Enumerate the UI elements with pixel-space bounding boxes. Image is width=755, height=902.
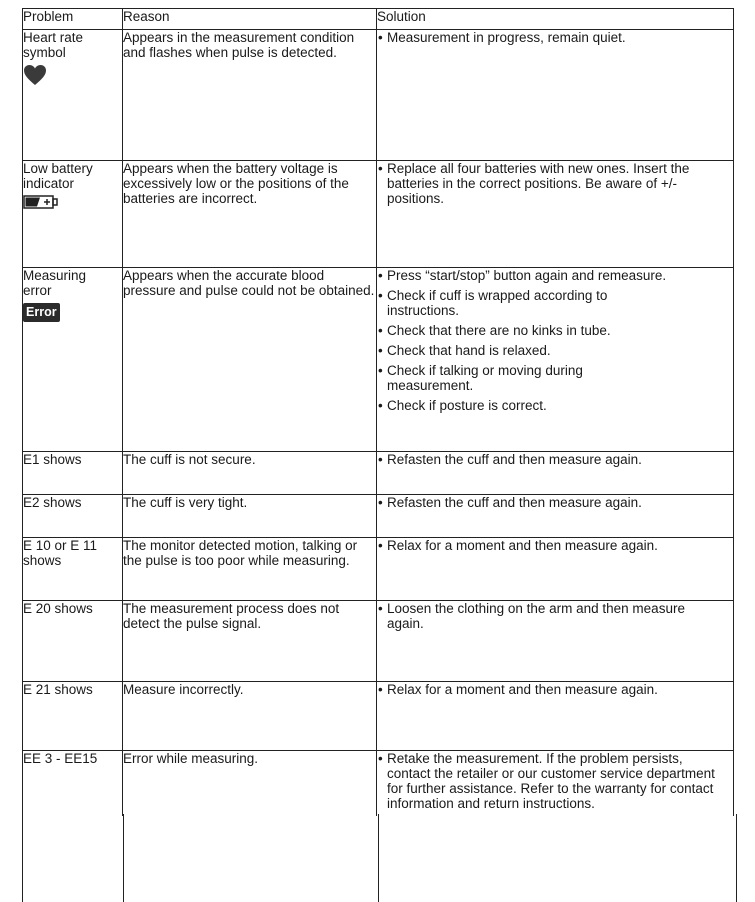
table-row	[23, 538, 734, 601]
reason-cell: Error while measuring.	[123, 751, 377, 817]
solution-item: • Measurement in progress, remain quiet.	[377, 30, 733, 45]
table-row	[23, 495, 734, 538]
problem-cell: E 10 or E 11 shows	[23, 538, 123, 601]
solution-item: • Check that there are no kinks in tube.	[377, 323, 733, 338]
reason-cell: Appears in the measurement condition and flashes when pulse is detected.	[123, 30, 377, 161]
header-solution: Solution	[377, 9, 734, 30]
problem-cell: E1 shows	[23, 452, 123, 495]
table-row	[23, 682, 734, 751]
solution-cell	[377, 161, 734, 268]
problem-cell: E 20 shows	[23, 601, 123, 682]
solution-cell	[377, 30, 734, 161]
reason-cell: Appears when the battery voltage is excessively low or the positions of the batteries are incorrect.	[123, 161, 377, 268]
solution-item: • Check if posture is correct.	[377, 398, 733, 413]
solution-cell	[377, 452, 734, 495]
table-row	[23, 30, 734, 161]
reason-cell: The measurement process does not detect the pulse signal.	[123, 601, 377, 682]
problem-cell: E2 shows	[23, 495, 123, 538]
table-border-left	[22, 814, 23, 902]
problem-cell	[23, 30, 123, 161]
problem-text: Low battery indicator	[23, 161, 93, 191]
solution-item: • Retake the measurement. If the problem persists, contact the retailer or our customer service department for further assistance. Refer to the warranty for contact information and return instructions.	[377, 751, 733, 811]
solution-cell	[377, 495, 734, 538]
table-border-right	[736, 814, 737, 902]
reason-cell: The monitor detected motion, talking or the pulse is too poor while measuring.	[123, 538, 377, 601]
solution-item: • Relax for a moment and then measure again.	[377, 538, 733, 553]
header-reason: Reason	[123, 9, 377, 30]
solution-item: • Check that hand is relaxed.	[377, 343, 733, 358]
reason-cell: Measure incorrectly.	[123, 682, 377, 751]
problem-text: Measuring error	[23, 268, 87, 298]
problem-cell: EE 3 - EE15	[23, 751, 123, 817]
problem-text: Heart rate symbol	[23, 30, 84, 60]
error-icon-label: Error	[23, 303, 60, 322]
table-header-row	[23, 9, 734, 30]
table-row	[23, 452, 734, 495]
solution-cell	[377, 268, 734, 452]
error-icon	[23, 298, 122, 322]
table-row	[23, 161, 734, 268]
problem-cell	[23, 268, 123, 452]
problem-cell: E 21 shows	[23, 682, 123, 751]
solution-item: • Refasten the cuff and then measure again.	[377, 452, 733, 467]
solution-item: • Relax for a moment and then measure again.	[377, 682, 733, 697]
solution-cell	[377, 538, 734, 601]
solution-item: • Press “start/stop” button again and remeasure.	[377, 268, 733, 283]
solution-cell	[377, 601, 734, 682]
solution-cell	[377, 682, 734, 751]
table-row	[23, 601, 734, 682]
table-row	[23, 268, 734, 452]
table-border-col1	[123, 814, 124, 902]
solution-item: • Check if talking or moving during measurement.	[377, 363, 733, 393]
solution-cell	[377, 751, 734, 817]
table-border-col2	[378, 814, 379, 902]
reason-cell: Appears when the accurate blood pressure and pulse could not be obtained.	[123, 268, 377, 452]
solution-item: • Check if cuff is wrapped according to instructions.	[377, 288, 733, 318]
heart-icon	[23, 64, 122, 89]
header-problem: Problem	[23, 9, 123, 30]
problem-cell	[23, 161, 123, 268]
table-row	[23, 751, 734, 817]
low-battery-icon	[23, 195, 122, 212]
solution-item: • Loosen the clothing on the arm and then measure again.	[377, 601, 733, 631]
troubleshooting-table	[22, 8, 734, 816]
solution-item: • Refasten the cuff and then measure again.	[377, 495, 733, 510]
reason-cell: The cuff is very tight.	[123, 495, 377, 538]
solution-item: • Replace all four batteries with new ones. Insert the batteries in the correct positions. Be aware of +/- positions.	[377, 161, 733, 206]
reason-cell: The cuff is not secure.	[123, 452, 377, 495]
